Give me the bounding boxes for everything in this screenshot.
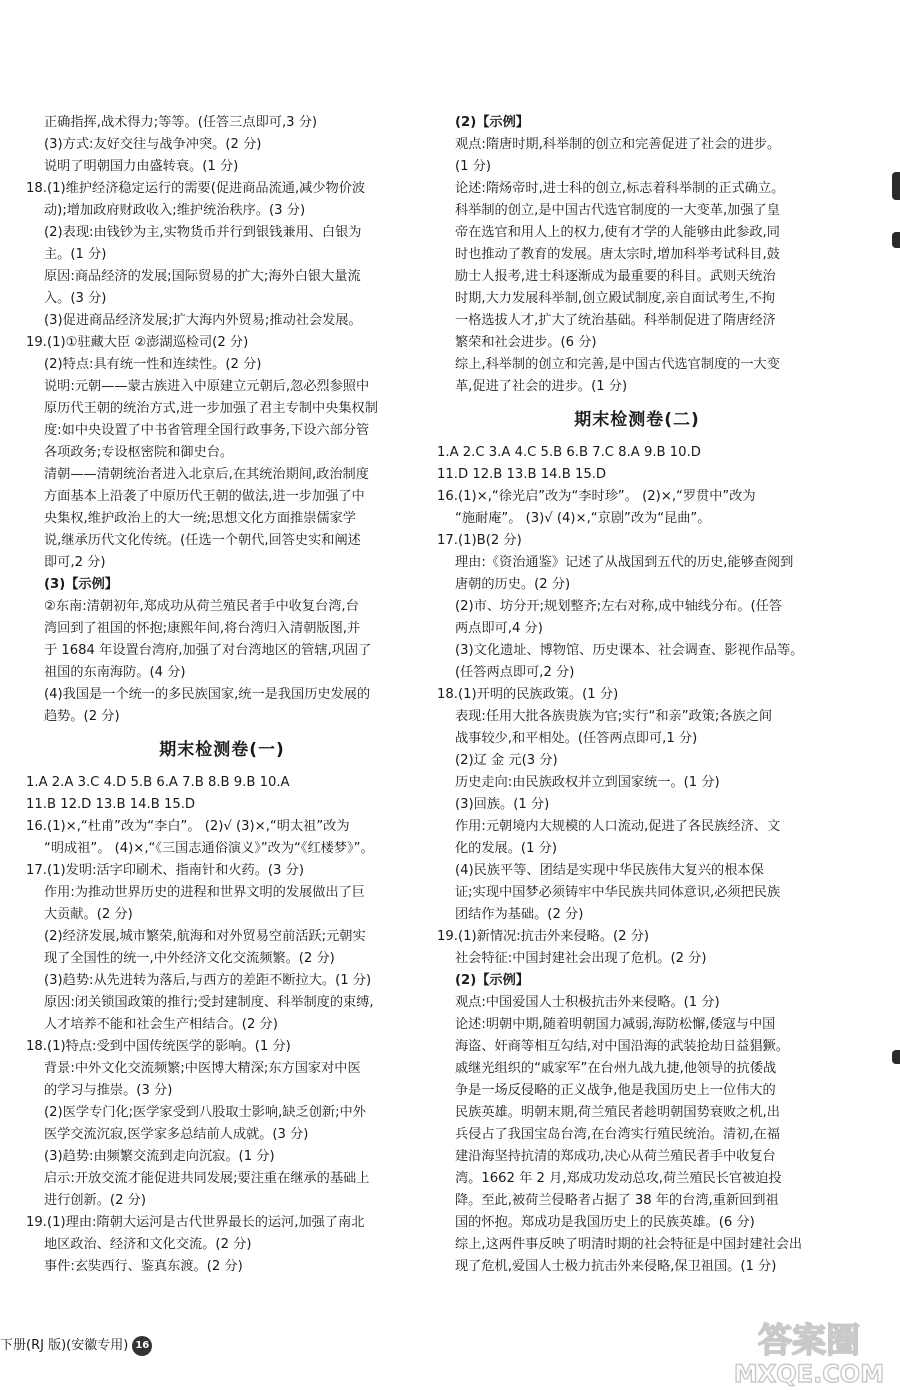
- answer-line: 16.(1)×,“徐光启”改为“李时珍”。 (2)×,“罗贯中”改为: [437, 489, 756, 504]
- page-edge-tab: [892, 172, 900, 200]
- answer-line: (2)经济发展,城市繁荣,航海和对外贸易空前活跃;元朝实: [44, 929, 366, 944]
- answer-line: 18.(1)维护经济稳定运行的需要(促进商品流通,减少物价波: [26, 181, 366, 196]
- answer-line: 励士人报考,进士科逐渐成为最重要的科目。武则天统治: [455, 269, 776, 284]
- answer-line: 祖国的东南海防。(4 分): [44, 665, 186, 680]
- answer-line: 的学习与推崇。(3 分): [44, 1083, 173, 1098]
- answer-line: 现了全国性的统一,中外经济文化交流频繁。(2 分): [44, 951, 335, 966]
- answer-line: (3)回族。(1 分): [455, 797, 550, 812]
- answer-line: (2)【示例】: [455, 973, 529, 988]
- page-edge-tab: [892, 232, 900, 248]
- answer-line: 19.(1)新情况:抗击外来侵略。(2 分): [437, 929, 650, 944]
- answer-line: 进行创新。(2 分): [44, 1193, 146, 1208]
- answer-line: (2)辽 金 元(3 分): [455, 753, 558, 768]
- exam-heading-two: 期末检测卷(二): [574, 410, 700, 430]
- answer-line: 建沿海坚持抗清的郑成功,决心从荷兰殖民者手中收复台: [455, 1149, 776, 1164]
- page-footer: [0, 1333, 152, 1359]
- answer-line: 17.(1)发明:活字印刷术、指南针和火药。(3 分): [26, 863, 304, 878]
- answer-line: 革,促进了社会的进步。(1 分): [455, 379, 628, 394]
- answer-line: 一格选拔人才,扩大了统治基础。科举制促进了隋唐经济: [455, 313, 776, 328]
- answer-line: 观点:隋唐时期,科举制的创立和完善促进了社会的进步。: [455, 137, 781, 152]
- answer-line: (1 分): [455, 159, 492, 174]
- answer-line: 央集权,维护政治上的大一统;思想文化方面推崇儒家学: [44, 511, 356, 526]
- answer-line: 医学交流沉寂,医学家多总结前人成就。(3 分): [44, 1127, 309, 1142]
- answer-line: 综上,科举制的创立和完善,是中国古代选官制度的一大变: [455, 357, 780, 372]
- answer-line: “明成祖”。 (4)×,“《三国志通俗演义》”改为“《红楼梦》”。: [44, 841, 374, 856]
- right-column: [437, 112, 837, 1278]
- answer-line: 原因:闭关锁国政策的推行;受封建制度、科举制度的束缚,: [44, 995, 374, 1010]
- answer-line: 湾回到了祖国的怀抱;康熙年间,将台湾归入清朝版图,并: [44, 621, 361, 636]
- watermark-bottom-text: MXQE.COM: [733, 1360, 885, 1388]
- answer-line: (3)文化遗址、博物馆、历史课本、社会调查、影视作品等。: [455, 643, 804, 658]
- answer-line: 18.(1)特点:受到中国传统医学的影响。(1 分): [26, 1039, 291, 1054]
- answer-line: (3)趋势:由频繁交流到走向沉寂。(1 分): [44, 1149, 275, 1164]
- answer-line: 17.(1)B(2 分): [437, 533, 522, 548]
- answer-line: 1.A 2.A 3.C 4.D 5.B 6.A 7.B 8.B 9.B 10.A: [26, 775, 290, 790]
- answer-line: 论述:明朝中期,随着明朝国力减弱,海防松懈,倭寇与中国: [455, 1017, 776, 1032]
- answer-line: 民族英雄。明朝末期,荷兰殖民者趁明朝国势衰败之机,出: [455, 1105, 780, 1120]
- answer-line: 时也推动了教育的发展。唐太宗时,增加科举考试科目,鼓: [455, 247, 780, 262]
- answer-line: (2)表现:由钱钞为主,实物货币并行到银钱兼用、白银为: [44, 225, 362, 240]
- answer-line: 观点:中国爱国人士积极抗击外来侵略。(1 分): [455, 995, 720, 1010]
- answer-line: 说明:元朝——蒙古族进入中原建立元朝后,忽必烈参照中: [44, 379, 370, 394]
- answer-line: 社会特征:中国封建社会出现了危机。(2 分): [455, 951, 707, 966]
- answer-line: 1.A 2.C 3.A 4.C 5.B 6.B 7.C 8.A 9.B 10.D: [437, 445, 701, 460]
- answer-line: 入。(3 分): [44, 291, 107, 306]
- answer-line: (3)【示例】: [44, 577, 118, 592]
- answer-line: 证;实现中国梦必须铸牢中华民族共同体意识,必须把民族: [455, 885, 781, 900]
- answer-line: 地区政治、经济和文化交流。(2 分): [44, 1237, 252, 1252]
- answer-line: 16.(1)×,“杜甫”改为“李白”。 (2)√ (3)×,“明太祖”改为: [26, 819, 350, 834]
- answer-line: 理由:《资治通鉴》记述了从战国到五代的历史,能够查阅到: [455, 555, 794, 570]
- answer-line: (2)【示例】: [455, 115, 529, 130]
- answer-line: 原历代王朝的统治方式,进一步加强了君主专制中央集权制: [44, 401, 378, 416]
- answer-line: (3)方式:友好交往与战争冲突。(2 分): [44, 137, 262, 152]
- answer-line: 各项政务;专设枢密院和御史台。: [44, 445, 234, 460]
- answer-line: 时期,大力发展科举制,创立殿试制度,亲自面试考生,不拘: [455, 291, 776, 306]
- answer-line: 人才培养不能和社会生产相结合。(2 分): [44, 1017, 278, 1032]
- answer-line: 清朝——清朝统治者进入北京后,在其统治期间,政治制度: [44, 467, 369, 482]
- answer-line: ②东南:清朝初年,郑成功从荷兰殖民者手中收复台湾,台: [44, 599, 359, 614]
- answer-line: 表现:任用大批各族贵族为官;实行“和亲”政策;各族之间: [455, 709, 773, 724]
- answer-line: 历史走向:由民族政权并立到国家统一。(1 分): [455, 775, 720, 790]
- answer-line: 两点即可,4 分): [455, 621, 543, 636]
- answer-line: 趋势。(2 分): [44, 709, 120, 724]
- answer-line: 11.B 12.D 13.B 14.B 15.D: [26, 797, 196, 812]
- answer-line: 湾。1662 年 2 月,郑成功发动总攻,荷兰殖民长官被迫投: [455, 1171, 782, 1186]
- answer-line: 降。至此,被荷兰侵略者占据了 38 年的台湾,重新回到祖: [455, 1193, 779, 1208]
- answer-line: 11.D 12.B 13.B 14.B 15.D: [437, 467, 607, 482]
- page-edge-tab: [892, 1050, 900, 1064]
- answer-line: (任答两点即可,2 分): [455, 665, 575, 680]
- answer-line: (2)特点:具有统一性和连续性。(2 分): [44, 357, 262, 372]
- answer-line: 帝在选官和用人上的权力,使有才学的人能够由此参政,同: [455, 225, 780, 240]
- answer-line: 戚继光组织的“戚家军”在台州九战九捷,他领导的抗倭战: [455, 1061, 777, 1076]
- left-answers-bottom: [26, 772, 418, 1278]
- answer-line: 海盗、奸商等相互勾结,对中国沿海的武装抢劫日益猖獗。: [455, 1039, 789, 1054]
- answer-line: (3)趋势:从先进转为落后,与西方的差距不断拉大。(1 分): [44, 973, 372, 988]
- answer-line: 科举制的创立,是中国古代选官制度的一大变革,加强了皇: [455, 203, 780, 218]
- answer-line: 战事较少,和平相处。(任答两点即可,1 分): [455, 731, 698, 746]
- answer-line: 于 1684 年设置台湾府,加强了对台湾地区的管辖,巩固了: [44, 643, 372, 658]
- answer-line: 说明了明朝国力由盛转衰。(1 分): [44, 159, 239, 174]
- page-number-badge: 16: [132, 1336, 152, 1356]
- right-answers-top: [437, 112, 837, 398]
- answer-line: 国的怀抱。郑成功是我国历史上的民族英雄。(6 分): [455, 1215, 755, 1230]
- exam-heading-one: 期末检测卷(一): [159, 740, 285, 760]
- answer-line: 19.(1)①驻藏大臣 ②澎湖巡检司(2 分): [26, 335, 249, 350]
- answer-line: 主。(1 分): [44, 247, 107, 262]
- answer-line: 作用:为推动世界历史的进程和世界文明的发展做出了巨: [44, 885, 365, 900]
- answer-line: 团结作为基础。(2 分): [455, 907, 584, 922]
- answer-line: (4)民族平等、团结是实现中华民族伟大复兴的根本保: [455, 863, 764, 878]
- answer-line: 争是一场反侵略的正义战争,他是我国历史上一位伟大的: [455, 1083, 776, 1098]
- answer-line: 兵侵占了我国宝岛台湾,在台湾实行殖民统治。清初,在福: [455, 1127, 780, 1142]
- answer-line: 论述:隋炀帝时,进士科的创立,标志着科举制的正式确立。: [455, 181, 785, 196]
- left-answers-top: [26, 112, 418, 728]
- answer-line: 作用:元朝境内大规模的人口流动,促进了各民族经济、文: [455, 819, 781, 834]
- answer-line: 即可,2 分): [44, 555, 106, 570]
- answer-line: 18.(1)开明的民族政策。(1 分): [437, 687, 619, 702]
- answer-line: 动);增加政府财政收入;维护统治秩序。(3 分): [44, 203, 306, 218]
- answer-line: 启示:开放交流才能促进共同发展;要注重在继承的基础上: [44, 1171, 370, 1186]
- answer-line: “施耐庵”。 (3)√ (4)×,“京剧”改为“昆曲”。: [455, 511, 711, 526]
- answer-line: (2)医学专门化;医学家受到八股取士影响,缺乏创新;中外: [44, 1105, 366, 1120]
- answer-line: 化的发展。(1 分): [455, 841, 557, 856]
- answer-line: 正确指挥,战术得力;等等。(任答三点即可,3 分): [44, 115, 318, 130]
- answer-line: 事件:玄奘西行、鉴真东渡。(2 分): [44, 1259, 243, 1274]
- answer-line: 度:如中央设置了中书省管理全国行政事务,下设六部分管: [44, 423, 370, 438]
- answer-line: 说,继承历代文化传统。(任选一个朝代,回答史实和阐述: [44, 533, 361, 548]
- left-column: [26, 112, 418, 1278]
- answer-line: 现了危机,爱国人士极力抗击外来侵略,保卫祖国。(1 分): [455, 1259, 777, 1274]
- watermark-top-text: 答案圈: [758, 1321, 860, 1361]
- right-answers-bottom: [437, 442, 837, 1278]
- answer-line: 原因:商品经济的发展;国际贸易的扩大;海外白银大量流: [44, 269, 361, 284]
- answer-line: 方面基本上沿袭了中原历代王朝的做法,进一步加强了中: [44, 489, 365, 504]
- answer-line: 繁荣和社会进步。(6 分): [455, 335, 597, 350]
- answer-line: (3)促进商品经济发展;扩大海内外贸易;推动社会发展。: [44, 313, 362, 328]
- answer-line: 综上,这两件事反映了明清时期的社会特征是中国封建社会出: [455, 1237, 803, 1252]
- answer-line: (2)市、坊分开;规划整齐;左右对称,成中轴线分布。(任答: [455, 599, 783, 614]
- edition-label: 下册(RJ 版)(安徽专用): [0, 1338, 129, 1353]
- answer-line: 大贡献。(2 分): [44, 907, 133, 922]
- answer-line: 19.(1)理由:隋朝大运河是古代世界最长的运河,加强了南北: [26, 1215, 365, 1230]
- answer-line: (4)我国是一个统一的多民族国家,统一是我国历史发展的: [44, 687, 371, 702]
- answer-line: 背景:中外文化交流频繁;中医博大精深;东方国家对中医: [44, 1061, 361, 1076]
- watermark-logo: [720, 1318, 898, 1388]
- answer-line: 唐朝的历史。(2 分): [455, 577, 571, 592]
